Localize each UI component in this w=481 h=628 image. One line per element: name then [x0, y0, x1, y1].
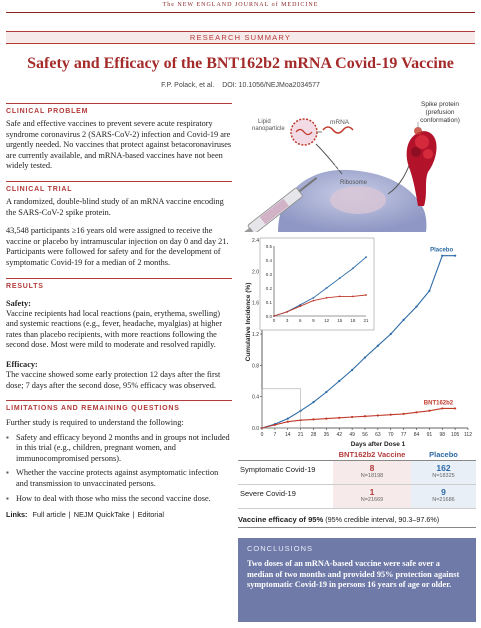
list-item: ▪ How to deal with those who miss the second vaccine dose. [6, 494, 232, 505]
vaccine-column-header: BNT162b2 Vaccine [338, 449, 406, 459]
inset-data-point [313, 300, 315, 302]
conclusions-text: Two doses of an mRNA-based vaccine were safe over a median of two months and provided 95% protection against symptomatic Covid-19 in persons 16 years of age or older. [247, 559, 460, 590]
y-tick-label: 0.0 [252, 426, 259, 432]
data-point [364, 415, 366, 417]
clinical-problem-heading: CLINICAL PROBLEM [6, 103, 232, 115]
inset-data-point [273, 315, 275, 317]
conclusions-box [238, 538, 476, 622]
zoom-region [262, 389, 301, 428]
inset-data-point [339, 296, 341, 298]
data-point [312, 418, 314, 420]
efficacy-label: Efficacy: [6, 359, 38, 369]
x-axis-label: Days after Dose 1 [350, 441, 406, 448]
x-tick-label: 91 [426, 432, 433, 438]
table-row [238, 461, 476, 485]
inset-y-tick-label: 0.0 [265, 313, 272, 319]
data-point [325, 418, 327, 420]
inset-data-point [352, 296, 354, 298]
inset-x-tick-label: 3 [285, 318, 289, 323]
data-point [390, 333, 392, 335]
series-line [262, 408, 455, 428]
results-table [238, 448, 476, 509]
inset-data-point [365, 256, 367, 258]
x-tick-label: 28 [310, 432, 317, 438]
journal-masthead: The NEW ENGLAND JOURNAL of MEDICINE [162, 2, 319, 8]
data-point [415, 411, 417, 413]
x-tick-label: 112 [464, 432, 472, 438]
limitations-intro: Further study is required to understand the following: [6, 418, 184, 428]
x-tick-label: 21 [297, 432, 304, 438]
editorial-link[interactable]: Editorial [137, 510, 165, 520]
clinical-trial-text-1: A randomized, double-blind study of an mRNA vaccine encoding the SARS-CoV-2 spike protein. [6, 196, 224, 217]
y-tick-label: 1.6 [252, 300, 259, 307]
links-label: Links: [6, 510, 28, 520]
quicktake-link[interactable]: NEJM QuickTake [73, 510, 130, 520]
data-point [403, 319, 405, 321]
inset-x-tick-label: 18 [350, 318, 356, 323]
limitations-heading: LIMITATIONS AND REMAINING QUESTIONS [6, 400, 232, 412]
inset-data-point [326, 297, 328, 299]
spike-label-2: (prefusion [425, 109, 455, 116]
clinical-problem-text: Safe and effective vaccines to prevent severe acute respiratory syndrome coronavirus 2 (SARS-CoV-2) infection and Covid-19 are urgently needed. No vaccines that protect against betacoronaviruses are currently available, and mRNA-based vaccines have not been widely tested. [6, 119, 232, 171]
data-point [325, 391, 327, 393]
spike-label-3: conformation) [420, 117, 460, 124]
placebo-cases: 9 [441, 487, 446, 497]
y-tick-label: 2.4 [252, 238, 259, 244]
inset-data-point [352, 268, 354, 270]
x-tick-label: 14 [284, 432, 291, 438]
x-tick-label: 49 [349, 432, 355, 438]
x-tick-label: 42 [336, 432, 343, 438]
y-tick-label: 0.4 [252, 394, 259, 401]
masthead-rule [6, 12, 475, 13]
clinical-trial-heading: CLINICAL TRIAL [6, 181, 232, 193]
inset-data-point [326, 287, 328, 289]
links-row: Links: Full article | NEJM QuickTake | Editorial [6, 510, 165, 520]
efficacy-bold: Vaccine efficacy of 95% [238, 515, 324, 524]
inset-data-point [286, 311, 288, 313]
inset-x-tick-label: 0 [272, 318, 276, 323]
efficacy-text: The vaccine showed some early protection 12 days after the first dose; 7 days after the second dose, 95% efficacy was observed. [6, 369, 221, 390]
inset-x-tick-label: 9 [312, 318, 315, 323]
x-tick-label: 63 [375, 432, 381, 438]
clinical-trial-text-2: 43,548 participants ≥16 years old were assigned to receive the vaccine or placebo by intramuscular injection on day 0 and day 21. Participants were followed for safety and for the development of symptomatic Covid-19 for a median of 2 months. [6, 226, 229, 267]
lipid-label: Lipid [258, 119, 271, 125]
inset-y-tick-label: 0.2 [265, 285, 272, 291]
data-point [338, 417, 340, 419]
data-point [377, 345, 379, 347]
vaccine-efficacy-line [238, 515, 476, 528]
data-point [441, 255, 443, 257]
x-tick-label: 98 [439, 432, 446, 438]
inset-x-tick-label: 21 [363, 318, 369, 323]
series-label: BNT162b2 [423, 400, 454, 407]
row-label: Symptomatic Covid-19 [240, 465, 316, 474]
table-row [238, 485, 476, 509]
inset-data-point [365, 294, 367, 296]
x-tick-label: 35 [323, 432, 330, 438]
inset-y-tick-label: 0.5 [265, 243, 272, 249]
results-heading: RESULTS [6, 278, 232, 290]
inset-data-point [313, 297, 315, 299]
data-point [403, 413, 405, 415]
vaccine-cases: 8 [369, 463, 375, 473]
vaccine-n: N=21669 [360, 497, 384, 503]
inset-x-tick-label: 12 [324, 318, 330, 323]
x-tick-label: 70 [387, 432, 394, 438]
conclusions-heading: CONCLUSIONS [247, 544, 314, 553]
safety-label: Safety: [6, 298, 31, 308]
data-point [377, 414, 379, 416]
mrna-label: mRNA [330, 119, 350, 126]
vaccine-n: N=18198 [360, 473, 384, 479]
table-header [238, 448, 476, 461]
x-tick-label: 77 [400, 432, 407, 438]
inset-x-tick-label: 15 [337, 318, 343, 323]
inset-y-tick-label: 0.3 [265, 271, 272, 277]
y-tick-label: 1.2 [252, 332, 259, 338]
limitations-list [6, 433, 232, 505]
efficacy-interval: (95% credible interval, 90.3–97.6%) [325, 515, 440, 524]
list-item: ▪ Safety and efficacy beyond 2 months and in groups not included in this trial (e.g., children, pregnant women, and immunocompromised persons). [6, 433, 232, 465]
data-point [287, 421, 289, 423]
cumulative-incidence-chart [238, 232, 476, 450]
data-point [441, 407, 443, 409]
data-point [312, 401, 314, 403]
data-point [390, 414, 392, 416]
inset-data-point [339, 277, 341, 279]
x-tick-label: 105 [450, 432, 460, 438]
nanoparticle-label: nanoparticle [252, 126, 285, 132]
x-tick-label: 56 [362, 432, 368, 438]
x-tick-label: 0 [260, 432, 264, 438]
data-point [428, 410, 430, 412]
cell-label: CELL [333, 165, 350, 172]
inset-data-point [299, 305, 301, 307]
spike-label-1: Spike protein [421, 101, 459, 108]
research-summary-banner: RESEARCH SUMMARY [6, 31, 475, 44]
page-title: Safety and Efficacy of the BNT162b2 mRNA Covid-19 Vaccine [27, 55, 454, 72]
inset-x-tick-label: 6 [299, 318, 302, 323]
row-label: Severe Covid-19 [240, 489, 296, 498]
authors: F.P. Polack, et al. [161, 82, 215, 89]
ribosome-label: Ribosome [340, 180, 368, 186]
placebo-n: N=21686 [432, 497, 455, 503]
mrna-icon [323, 127, 353, 133]
inset-y-tick-label: 0.1 [265, 299, 272, 305]
vaccine-mechanism-illustration [238, 98, 476, 232]
left-column [6, 103, 232, 519]
inset-y-tick-label: 0.4 [265, 257, 272, 263]
placebo-n: N=18325 [432, 473, 455, 479]
data-point [274, 424, 276, 426]
full-article-link[interactable]: Full article [32, 510, 66, 520]
data-point [415, 305, 417, 307]
safety-text: Vaccine recipients had local reactions (pain, erythema, swelling) and systemic reactions (e.g., fever, headache, myalgias) at higher rates than placebo recipients, with more reactions following the second dose. Most were mild to moderate and resolved rapidly. [6, 308, 222, 350]
placebo-cases: 162 [436, 463, 451, 473]
data-point [338, 380, 340, 382]
series-label: Placebo [430, 247, 454, 254]
x-tick-label: 7 [273, 432, 277, 438]
x-tick-label: 84 [413, 432, 420, 438]
doi: DOI: 10.1056/NEJMoa2034577 [222, 82, 320, 89]
data-point [428, 290, 430, 292]
data-point [364, 356, 366, 358]
y-tick-label: 2.0 [252, 269, 259, 276]
list-item: ▪ Whether the vaccine protects against asymptomatic infection and transmission to unvaccinated persons. [6, 468, 232, 489]
byline [0, 82, 481, 89]
data-point [454, 407, 456, 409]
data-point [351, 416, 353, 418]
y-axis-label: Cumulative Incidence (%) [245, 282, 252, 362]
ribosome-icon [330, 186, 386, 214]
data-point [454, 255, 456, 257]
data-point [351, 369, 353, 371]
vaccine-cases: 1 [369, 487, 375, 497]
y-tick-label: 0.8 [252, 363, 259, 370]
placebo-column-header: Placebo [429, 449, 458, 459]
data-point [287, 418, 289, 420]
